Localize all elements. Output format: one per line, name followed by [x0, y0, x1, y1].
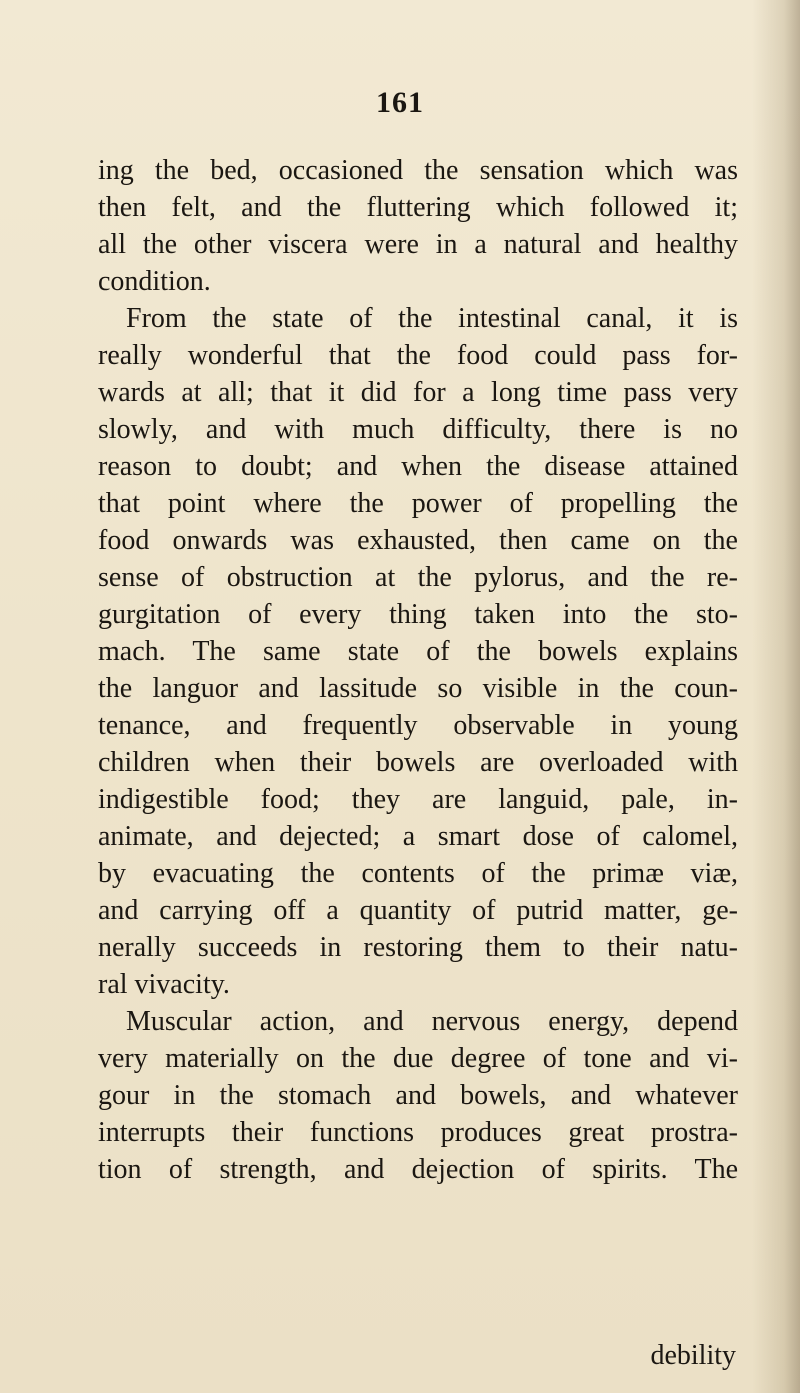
- text-line: sense of obstruction at the pylorus, and the re-: [98, 562, 738, 593]
- text-line: gurgitation of every thing taken into the sto-: [98, 599, 738, 630]
- catchword: debility: [650, 1340, 736, 1371]
- paragraph-start-line: From the state of the intestinal canal, it is: [126, 303, 738, 334]
- body-text: [98, 152, 738, 1188]
- text-line: indigestible food; they are languid, pale, in-: [98, 784, 738, 815]
- text-line: by evacuating the contents of the primæ viæ,: [98, 858, 738, 889]
- text-line: the languor and lassitude so visible in the coun-: [98, 673, 738, 704]
- text-line: condition.: [98, 266, 211, 297]
- text-line: animate, and dejected; a smart dose of calomel,: [98, 821, 738, 852]
- text-line: that point where the power of propelling the: [98, 488, 738, 519]
- text-line: all the other viscera were in a natural and healthy: [98, 229, 738, 260]
- text-line: tenance, and frequently observable in young: [98, 710, 738, 741]
- page-number: 161: [376, 86, 424, 119]
- text-line: ing the bed, occasioned the sensation which was: [98, 155, 738, 186]
- text-line: slowly, and with much difficulty, there is no: [98, 414, 738, 445]
- text-line: then felt, and the fluttering which followed it;: [98, 192, 738, 223]
- text-line: interrupts their functions produces great prostra-: [98, 1117, 738, 1148]
- text-line: gour in the stomach and bowels, and whatever: [98, 1080, 738, 1111]
- text-line: children when their bowels are overloaded with: [98, 747, 738, 778]
- text-line: wards at all; that it did for a long time pass very: [98, 377, 738, 408]
- text-line: ral vivacity.: [98, 969, 230, 1000]
- text-line: nerally succeeds in restoring them to their natu-: [98, 932, 738, 963]
- text-line: really wonderful that the food could pass for-: [98, 340, 738, 371]
- text-line: very materially on the due degree of tone and vi-: [98, 1043, 738, 1074]
- paragraph-start-line: Muscular action, and nervous energy, depend: [126, 1006, 738, 1037]
- text-line: tion of strength, and dejection of spirits. The: [98, 1154, 738, 1185]
- text-line: reason to doubt; and when the disease attained: [98, 451, 738, 482]
- text-line: and carrying off a quantity of putrid matter, ge-: [98, 895, 738, 926]
- text-line: mach. The same state of the bowels explains: [98, 636, 738, 667]
- text-line: food onwards was exhausted, then came on the: [98, 525, 738, 556]
